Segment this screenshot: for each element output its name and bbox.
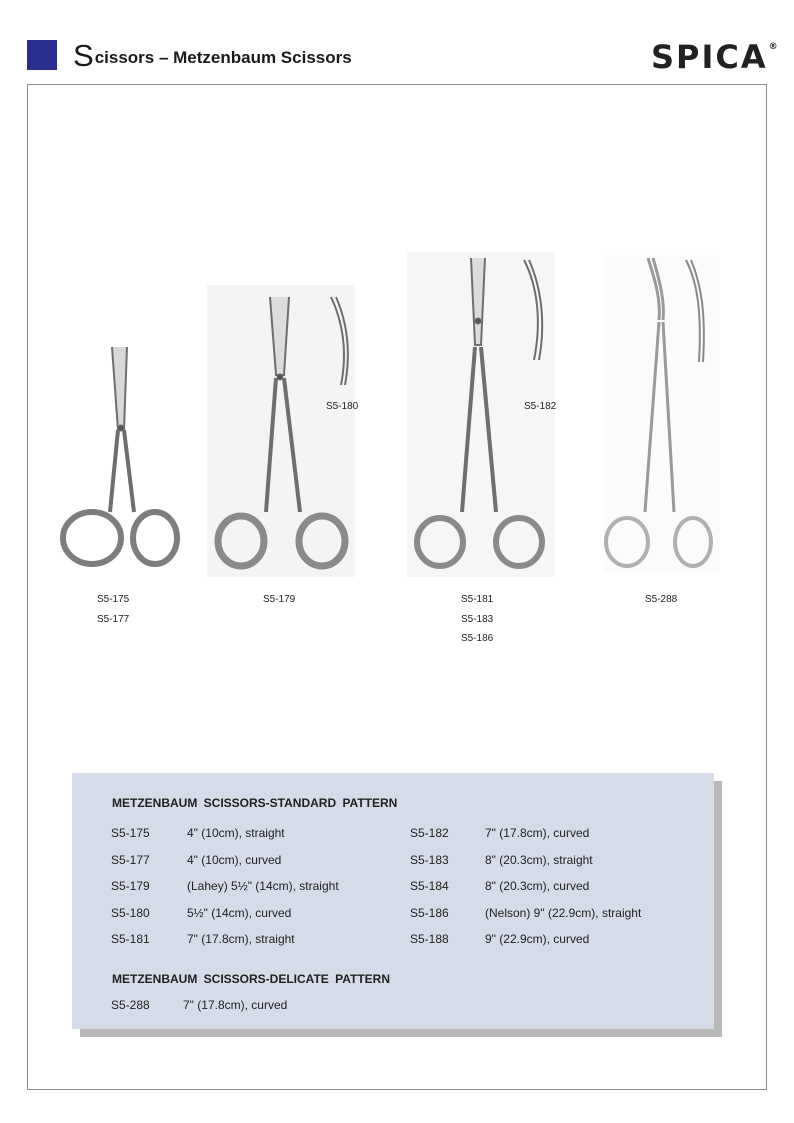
spec-code: S5-175 (111, 826, 150, 840)
spec-desc: 5½" (14cm), curved (187, 906, 292, 920)
spec-code: S5-186 (410, 906, 449, 920)
delicate-pattern-heading: METZENBAUM SCISSORS-DELICATE PATTERN (112, 972, 390, 986)
spec-code: S5-184 (410, 879, 449, 893)
figure-label-s5-180: S5-180 (326, 401, 359, 412)
figure-label-s5-181: S5-181 (461, 594, 494, 605)
spec-code: S5-177 (111, 853, 150, 867)
spec-desc: 4" (10cm), straight (187, 826, 285, 840)
brand-name: SPICA (651, 38, 768, 76)
spec-code: S5-180 (111, 906, 150, 920)
page-title-initial: S (73, 38, 94, 73)
spec-desc: 7" (17.8cm), curved (183, 998, 288, 1012)
spec-desc: 4" (10cm), curved (187, 853, 282, 867)
scissors-s5-175-image (63, 347, 177, 564)
figure-label-s5-175: S5-175 (97, 594, 130, 605)
spec-code: S5-183 (410, 853, 449, 867)
standard-pattern-heading: METZENBAUM SCISSORS-STANDARD PATTERN (112, 796, 398, 810)
spec-desc: 8" (20.3cm), curved (485, 879, 590, 893)
spec-desc: (Nelson) 9" (22.9cm), straight (485, 906, 642, 920)
registered-mark: ® (768, 42, 778, 52)
spec-desc: 7" (17.8cm), straight (187, 932, 295, 946)
figure-label-s5-182: S5-182 (524, 401, 557, 412)
spec-panel (72, 773, 714, 1029)
spec-desc: 7" (17.8cm), curved (485, 826, 590, 840)
spec-code: S5-181 (111, 932, 150, 946)
figure-label-s5-177: S5-177 (97, 614, 130, 625)
spec-code: S5-179 (111, 879, 150, 893)
spec-desc: 8" (20.3cm), straight (485, 853, 593, 867)
figure-label-s5-288: S5-288 (645, 594, 678, 605)
spec-code: S5-182 (410, 826, 449, 840)
figure-label-s5-186: S5-186 (461, 633, 494, 644)
figure-label-s5-179: S5-179 (263, 594, 296, 605)
spec-code: S5-188 (410, 932, 449, 946)
figure-label-s5-183: S5-183 (461, 614, 494, 625)
page-title-rest: cissors – Metzenbaum Scissors (94, 48, 352, 67)
spec-desc: (Lahey) 5½" (14cm), straight (187, 879, 339, 893)
spec-desc: 9" (22.9cm), curved (485, 932, 590, 946)
spec-code: S5-288 (111, 998, 150, 1012)
